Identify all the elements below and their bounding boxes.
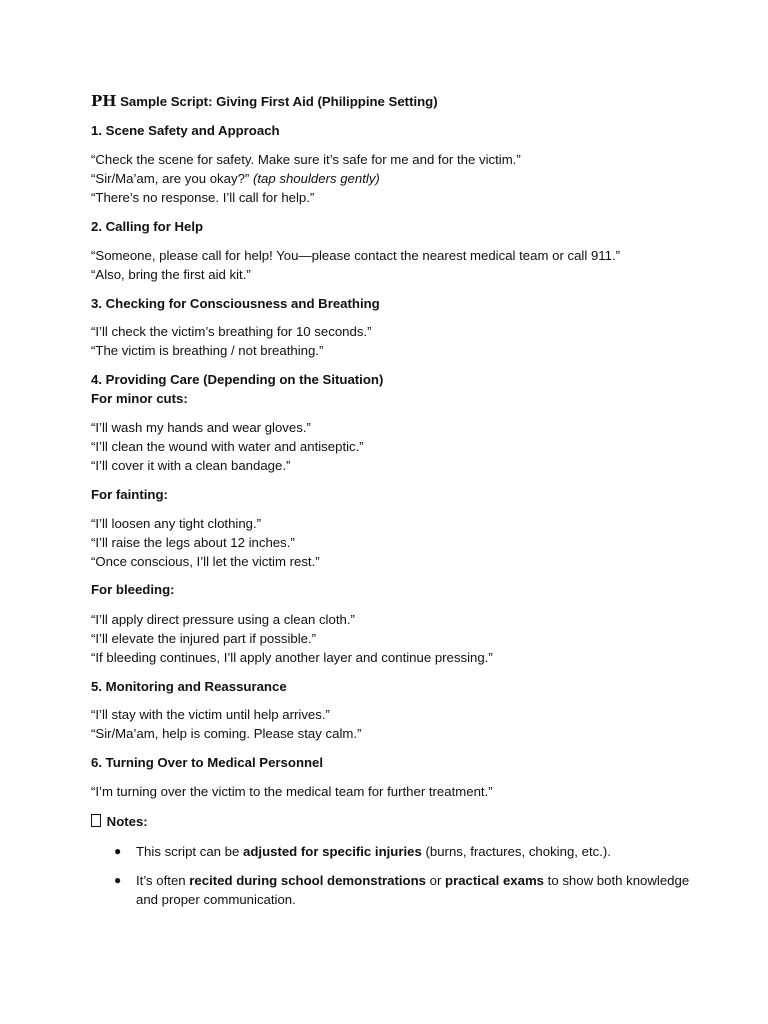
script-line: “If bleeding continues, I’ll apply another layer and continue pressing.” (91, 650, 493, 665)
note-text-part: (burns, fractures, choking, etc.). (421, 844, 611, 859)
section-6-body (91, 782, 711, 801)
script-line: “I’ll elevate the injured part if possible.” (91, 631, 317, 646)
bullet-icon: ● (114, 873, 122, 887)
note-emphasis: recited during school demonstrations (189, 873, 426, 888)
section-5-body (91, 705, 711, 743)
section-5 (91, 677, 711, 696)
bullet-icon: ● (114, 844, 122, 858)
flag-icon: PH (91, 92, 117, 110)
note-text (136, 871, 696, 909)
script-line: “I’ll check the victim’s breathing for 10 seconds.” (91, 324, 372, 339)
bleeding-heading-block (91, 580, 711, 599)
section-3-body (91, 322, 711, 360)
script-line: “Someone, please call for help! You—please contact the nearest medical team or call 911.” (91, 248, 621, 263)
script-line (91, 169, 711, 188)
section-heading: 3. Checking for Consciousness and Breathing (91, 296, 380, 311)
script-line: “Once conscious, I’ll let the victim rest.” (91, 554, 320, 569)
title-text: Sample Script: Giving First Aid (Philippine Setting) (120, 94, 438, 109)
note-emphasis: practical exams (445, 873, 545, 888)
subsection-heading: For minor cuts: (91, 391, 188, 406)
script-line: “The victim is breathing / not breathing.” (91, 343, 324, 358)
notes-heading-block (91, 812, 711, 831)
script-line: “Sir/Ma’am, help is coming. Please stay calm.” (91, 726, 362, 741)
section-1-body (91, 150, 711, 207)
document-title (91, 92, 711, 111)
script-line: “Also, bring the first aid kit.” (91, 267, 251, 282)
notes-icon (91, 814, 101, 827)
script-line: “I’ll wash my hands and wear gloves.” (91, 420, 311, 435)
script-line: “I’m turning over the victim to the medical team for further treatment.” (91, 784, 493, 799)
section-1 (91, 121, 711, 140)
section-heading: 6. Turning Over to Medical Personnel (91, 755, 324, 770)
section-heading: 2. Calling for Help (91, 219, 204, 234)
section-heading: 5. Monitoring and Reassurance (91, 679, 287, 694)
script-line: “I’ll raise the legs about 12 inches.” (91, 535, 295, 550)
section-6 (91, 753, 711, 772)
fainting-body (91, 514, 711, 571)
section-2 (91, 217, 711, 236)
section-4 (91, 370, 711, 408)
script-line: “I’ll stay with the victim until help arrives.” (91, 707, 330, 722)
note-text-part: It’s often (136, 873, 190, 888)
note-text-part: to show both knowledge and proper communication. (136, 873, 690, 907)
script-line: “I’ll clean the wound with water and antiseptic.” (91, 439, 364, 454)
section-3 (91, 294, 711, 313)
script-line: “I’ll cover it with a clean bandage.” (91, 458, 291, 473)
fainting-heading-block (91, 485, 711, 504)
minor-cuts-body (91, 418, 711, 475)
section-2-body (91, 246, 711, 284)
notes-heading-text: Notes: (106, 814, 148, 829)
bleeding-body (91, 610, 711, 667)
note-text-part: This script can be (136, 844, 244, 859)
script-line: “Check the scene for safety. Make sure it’s safe for me and for the victim.” (91, 152, 521, 167)
script-quote: “Sir/Ma’am, are you okay?” (91, 171, 250, 186)
subsection-heading: For bleeding: (91, 582, 175, 597)
note-text (136, 842, 696, 861)
notes-heading (91, 812, 711, 831)
note-emphasis: adjusted for specific injuries (243, 844, 422, 859)
section-heading: 4. Providing Care (Depending on the Situation) (91, 372, 384, 387)
note-text-part: or (425, 873, 446, 888)
subsection-heading: For fainting: (91, 487, 168, 502)
script-line: “I’ll apply direct pressure using a clean cloth.” (91, 612, 355, 627)
stage-direction: (tap shoulders gently) (252, 171, 380, 186)
script-line: “There’s no response. I’ll call for help.” (91, 190, 315, 205)
script-line: “I’ll loosen any tight clothing.” (91, 516, 262, 531)
section-heading: 1. Scene Safety and Approach (91, 123, 280, 138)
